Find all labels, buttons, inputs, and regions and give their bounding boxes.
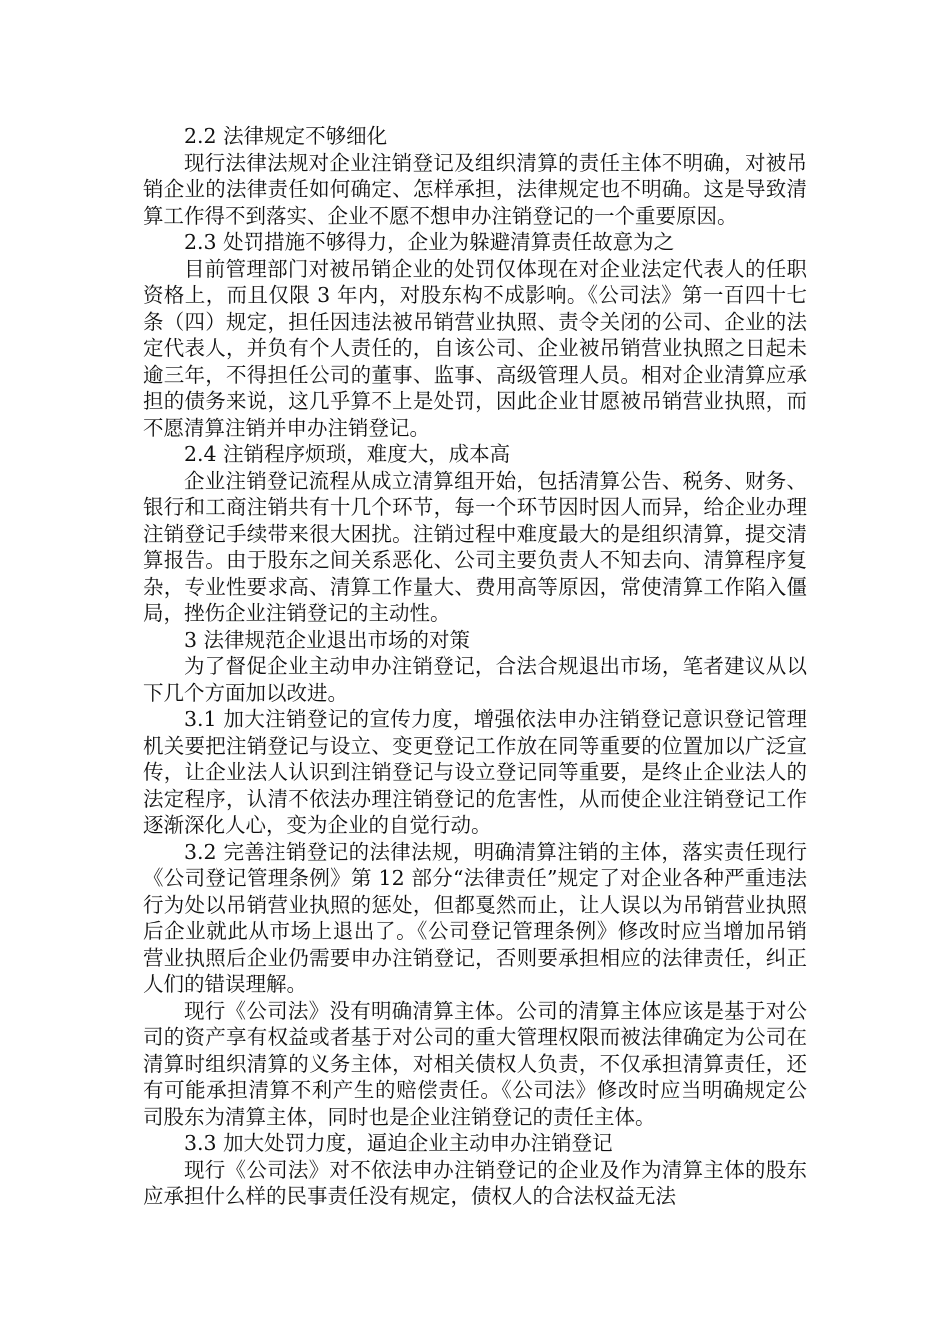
- section-heading-2-4: 2.4 注销程序烦琐，难度大，成本高: [184, 442, 511, 466]
- section-heading-2-3: 2.3 处罚措施不够得力，企业为躲避清算责任故意为之: [184, 230, 675, 254]
- section-heading-3-3: 3.3 加大处罚力度，逼迫企业主动申办注销登记: [184, 1131, 613, 1155]
- paragraph: 现行法律法规对企业注销登记及组织清算的责任主体不明确，对被吊销企业的法律责任如何确定、怎样承担，法律规定也不明确。这是导致清算工作得不到落实、企业不愿不想申办注销登记的一个重要原因。: [143, 150, 807, 228]
- section-heading-3: 3 法律规范企业退出市场的对策: [184, 627, 471, 652]
- paragraph: 目前管理部门对被吊销企业的处罚仅体现在对企业法定代表人的任职资格上，而且仅限 3 年内，对股东构不成影响。《公司法》第一百四十七条（四）规定，担任因违法被吊销营业执照、责令关闭的公司、企业的法定代表人，并负有个人责任的，自该公司、企业被吊销营业执照之日起未逾三年，不得担任公司的董事、监事、高级管理人员。相对企业清算应承担的债务来说，这几乎算不上是处罚，因此企业甘愿被吊销营业执照，而不愿清算注销并申办注销登记。: [143, 256, 807, 440]
- paragraph-3-1: 3.1 加大注销登记的宣传力度，增强依法申办注销登记意识登记管理机关要把注销登记与设立、变更登记工作放在同等重要的位置加以广泛宣传，让企业法人认识到注销登记与设立登记同等重要，是终止企业法人的法定程序，认清不依法办理注销登记的危害性，从而使企业注销登记工作逐渐深化人心，变为企业的自觉行动。: [143, 707, 807, 837]
- section-heading-2-2: 2.2 法律规定不够细化: [184, 124, 388, 148]
- paragraph: 现行《公司法》没有明确清算主体。公司的清算主体应该是基于对公司的资产享有权益或者基于对公司的重大管理权限而被法律确定为公司在清算时组织清算的义务主体，对相关债权人负责，不仅承担清算责任，还有可能承担清算不利产生的赔偿责任。《公司法》修改时应当明确规定公司股东为清算主体，同时也是企业注销登记的责任主体。: [143, 998, 807, 1129]
- document-body: [143, 123, 807, 1210]
- paragraph: 为了督促企业主动申办注销登记，合法合规退出市场，笔者建议从以下几个方面加以改进。: [143, 654, 807, 705]
- paragraph-3-2: 3.2 完善注销登记的法律法规，明确清算注销的主体，落实责任现行《公司登记管理条例》第 12 部分“法律责任”规定了对企业各种严重违法行为处以吊销营业执照的惩处，但都戛然而止，让人误以为吊销营业执照后企业就此从市场上退出了。《公司登记管理条例》修改时应当增加吊销营业执照后企业仍需要申办注销登记，否则要承担相应的法律责任，纠正人们的错误理解。: [143, 839, 807, 996]
- paragraph: 企业注销登记流程从成立清算组开始，包括清算公告、税务、财务、银行和工商注销共有十几个环节，每一个环节因时因人而异，给企业办理注销登记手续带来很大困扰。注销过程中难度最大的是组织清算，提交清算报告。由于股东之间关系恶化、公司主要负责人不知去向、清算程序复杂，专业性要求高、清算工作量大、费用高等原因，常使清算工作陷入僵局，挫伤企业注销登记的主动性。: [143, 468, 807, 625]
- paragraph: 现行《公司法》对不依法申办注销登记的企业及作为清算主体的股东应承担什么样的民事责任没有规定，债权人的合法权益无法: [143, 1157, 807, 1208]
